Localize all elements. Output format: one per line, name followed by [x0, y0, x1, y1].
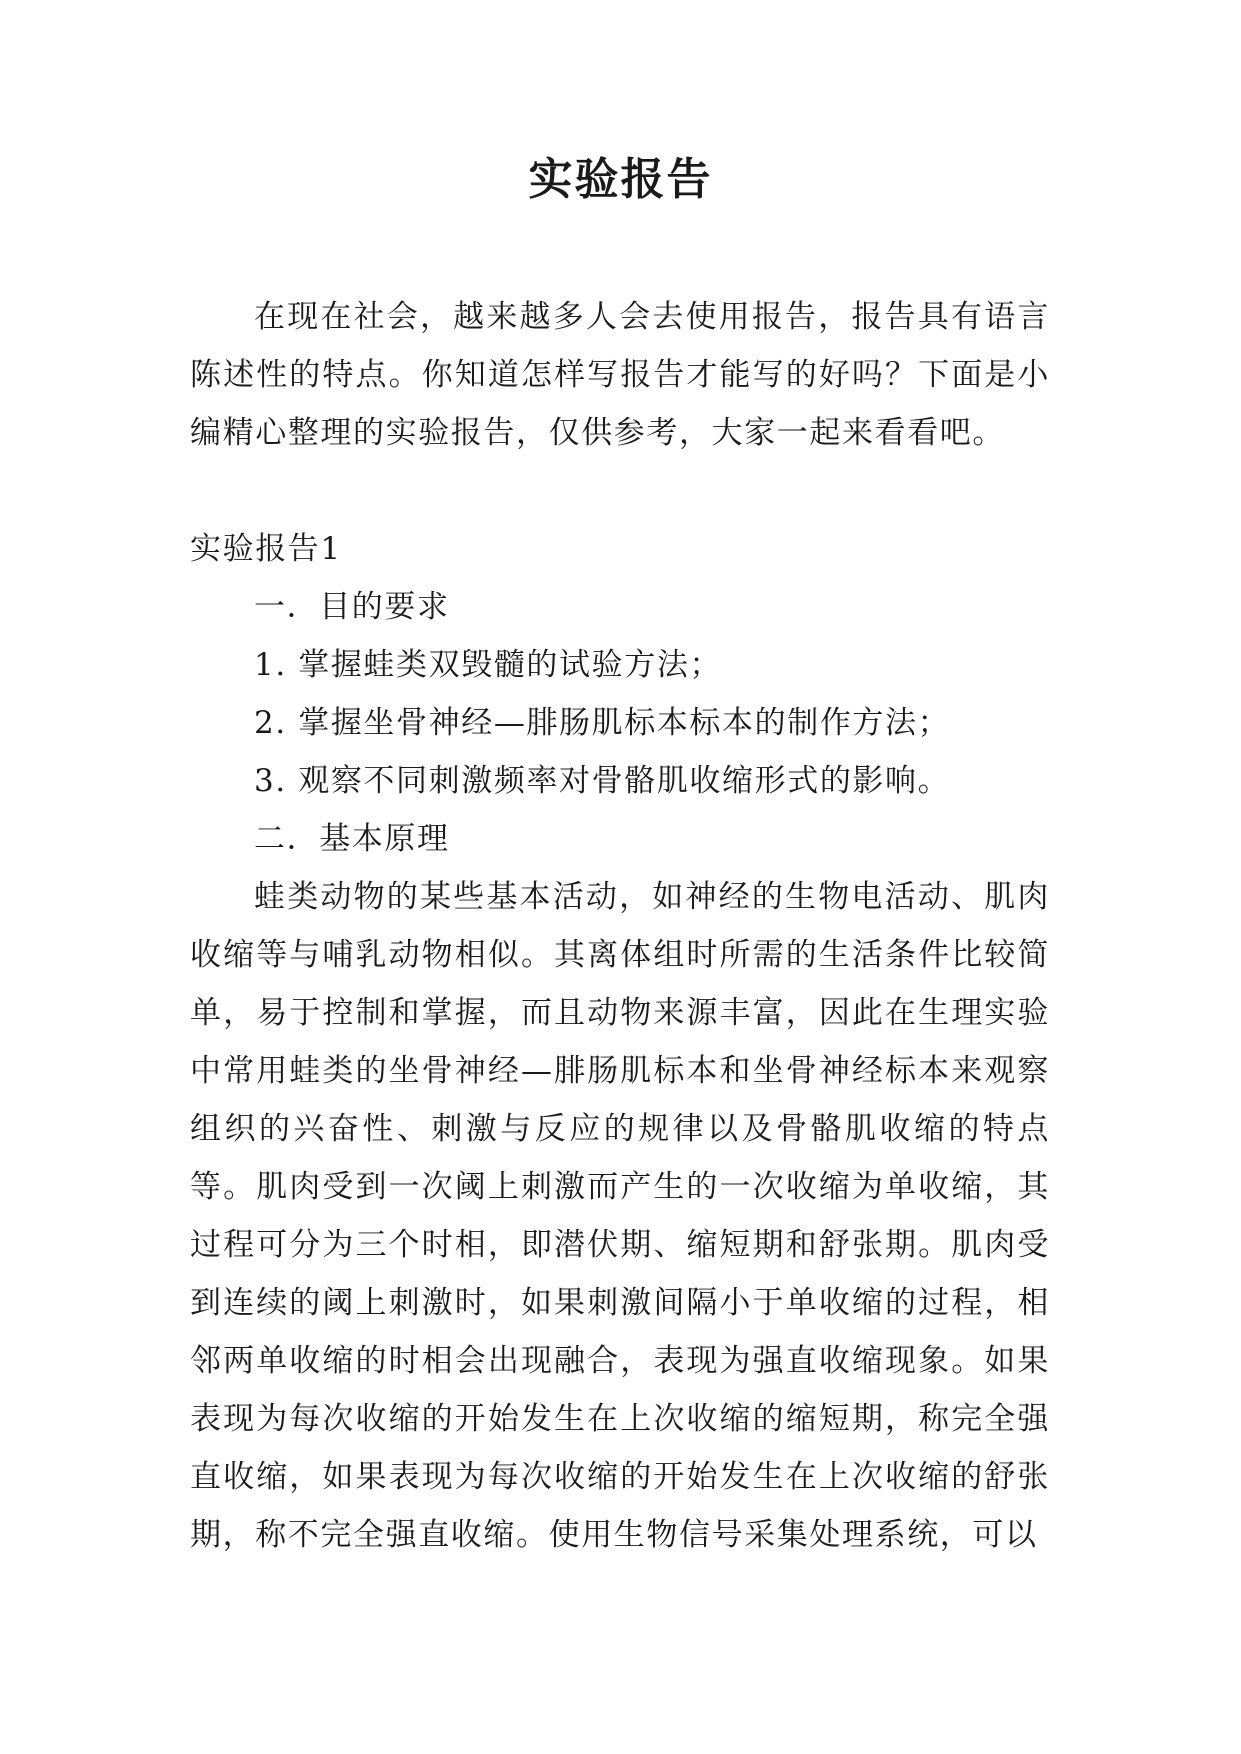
list-item: 1. 掌握蛙类双毁髓的试验方法；: [254, 647, 723, 683]
intro-paragraph: 在现在社会，越来越多人会去使用报告，报告具有语言陈述性的特点。你知道怎样写报告才能写的好吗？下面是小编精心整理的实验报告，仅供参考，大家一起来看看吧。: [190, 299, 1050, 451]
heading-principles: 二．基本原理: [254, 821, 450, 857]
heading-objectives: 一．目的要求: [254, 589, 450, 625]
section-title: 实验报告1: [190, 531, 342, 567]
principle-paragraph: 蛙类动物的某些基本活动，如神经的生物电活动、肌肉收缩等与哺乳动物相似。其离体组时所需的生活条件比较简单，易于控制和掌握，而且动物来源丰富，因此在生理实验中常用蛙类的坐骨神经—腓肠肌标本和坐骨神经标本来观察组织的兴奋性、刺激与反应的规律以及骨骼肌收缩的特点等。肌肉受到一次阈上刺激而产生的一次收缩为单收缩，其过程可分为三个时相，即潜伏期、缩短期和舒张期。肌肉受到连续的阈上刺激时，如果刺激间隔小于单收缩的过程，相邻两单收缩的时相会出现融合，表现为强直收缩现象。如果表现为每次收缩的开始发生在上次收缩的缩短期，称完全强直收缩，如果表现为每次收缩的开始发生在上次收缩的舒张期，称不完全强直收缩。使用生物信号采集处理系统，可以: [190, 879, 1050, 1553]
list-item: 3. 观察不同刺激频率对骨骼肌收缩形式的影响。: [254, 763, 951, 799]
document-body: [190, 288, 1050, 1564]
document-title: 实验报告: [528, 154, 713, 205]
list-item: 2. 掌握坐骨神经—腓肠肌标本标本的制作方法；: [254, 705, 951, 741]
